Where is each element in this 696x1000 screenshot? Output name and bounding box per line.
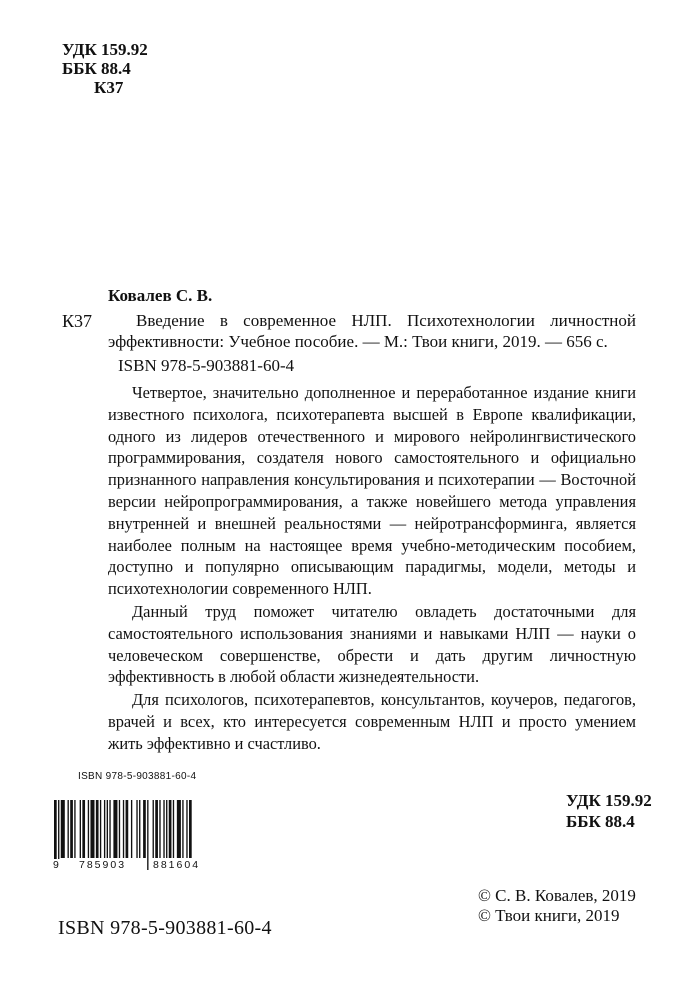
barcode-digit-first: 9 xyxy=(53,859,59,871)
footer-udk: УДК 159.92 xyxy=(566,791,652,810)
bbk-code: ББК 88.4 xyxy=(62,59,131,78)
annotation-paragraph-1: Четвертое, значительно дополненное и переработанное издание книги известного психолога, психотерапевта высшей в Европе квалификации, одного из лидеров отечественного и мирового нейролингвистического программирования, создателя нового самостоятельного и официально признанного направления консультирования и психотерапии — Восточной версии нейропрограммирования, а также новейшего метода управления внутренней и внешней реальностями — нейротрансформинга, является наиболее полным на настоящее время учебно-методическим пособием, доступно и популярно описывающим парадигмы, модели, методы и психотехнологии современного НЛП. xyxy=(108,383,636,599)
barcode-bar xyxy=(166,800,167,858)
barcode-bar xyxy=(143,800,146,858)
footer-classification xyxy=(566,790,652,832)
barcode-bar xyxy=(155,800,158,858)
barcode-bar xyxy=(104,800,105,858)
barcode-bar xyxy=(90,800,94,858)
record-isbn xyxy=(108,356,294,376)
barcode-bar xyxy=(147,800,148,870)
annotation-paragraph-3: Для психологов, психотерапевтов, консультантов, коучеров, педагогов, врачей и всех, кто интересуется современным НЛП и просто умением жить эффективно и счастливо. xyxy=(108,690,636,753)
copyright-block xyxy=(478,886,636,926)
record-description-text: Введение в современное НЛП. Психотехнологии личностной эффективности: Учебное пособие. — М.: Твои книги, 2019. — 656 с. xyxy=(108,311,636,351)
barcode-bar xyxy=(139,800,140,858)
barcode-bar xyxy=(109,800,110,858)
annotation xyxy=(108,382,636,756)
barcode-bar xyxy=(126,800,129,858)
copyright-author: © С. В. Ковалев, 2019 xyxy=(478,886,636,905)
barcode-bar xyxy=(100,800,101,858)
udk-code: УДК 159.92 xyxy=(62,40,148,59)
barcode-bar xyxy=(182,800,183,858)
barcode-bar xyxy=(163,800,164,858)
barcode-bar xyxy=(123,800,124,858)
barcode-bar xyxy=(136,800,137,858)
footer-bbk: ББК 88.4 xyxy=(566,812,635,831)
record-description xyxy=(108,310,636,352)
classification-block xyxy=(62,40,148,97)
barcode-bar xyxy=(113,800,117,858)
barcode-bar xyxy=(153,800,154,858)
barcode-bar xyxy=(189,800,192,858)
barcode-bar xyxy=(173,800,174,858)
barcode-bar xyxy=(131,800,132,858)
barcode-bar xyxy=(74,800,75,858)
barcode-bar xyxy=(119,800,120,858)
copyright-publisher: © Твои книги, 2019 xyxy=(478,906,620,925)
barcode-bar xyxy=(70,800,73,858)
barcode-isbn-label: ISBN 978-5-903881-60-4 xyxy=(78,771,197,782)
barcode-bar xyxy=(61,800,65,858)
barcode-bar xyxy=(82,800,85,858)
barcode-bar xyxy=(96,800,99,858)
barcode-bar xyxy=(177,800,181,858)
record-isbn-text: ISBN 978-5-903881-60-4 xyxy=(118,356,295,375)
barcode-bar xyxy=(107,800,108,858)
barcode-digits-right: 881604 xyxy=(153,859,201,871)
barcode-bar xyxy=(68,800,69,858)
author-sign: К37 xyxy=(94,78,124,97)
record-author: Ковалев С. В. xyxy=(108,286,213,305)
barcode-bar xyxy=(186,800,187,858)
annotation-paragraph-2: Данный труд поможет читателю овладеть достаточными для самостоятельного использования знаниями и навыками НЛП — науки о человеческом совершенстве, обрести и дать другим личностную эффективность в любой области жизнедеятельности. xyxy=(108,601,636,687)
barcode-bar xyxy=(88,800,89,858)
barcode-bar xyxy=(80,800,81,858)
record-author-sign: К37 xyxy=(62,311,93,331)
barcode-digits-left: 785903 xyxy=(79,859,127,871)
barcode-bar xyxy=(169,800,172,858)
barcode-bar xyxy=(159,800,160,858)
footer-isbn: ISBN 978-5-903881-60-4 xyxy=(58,917,272,939)
